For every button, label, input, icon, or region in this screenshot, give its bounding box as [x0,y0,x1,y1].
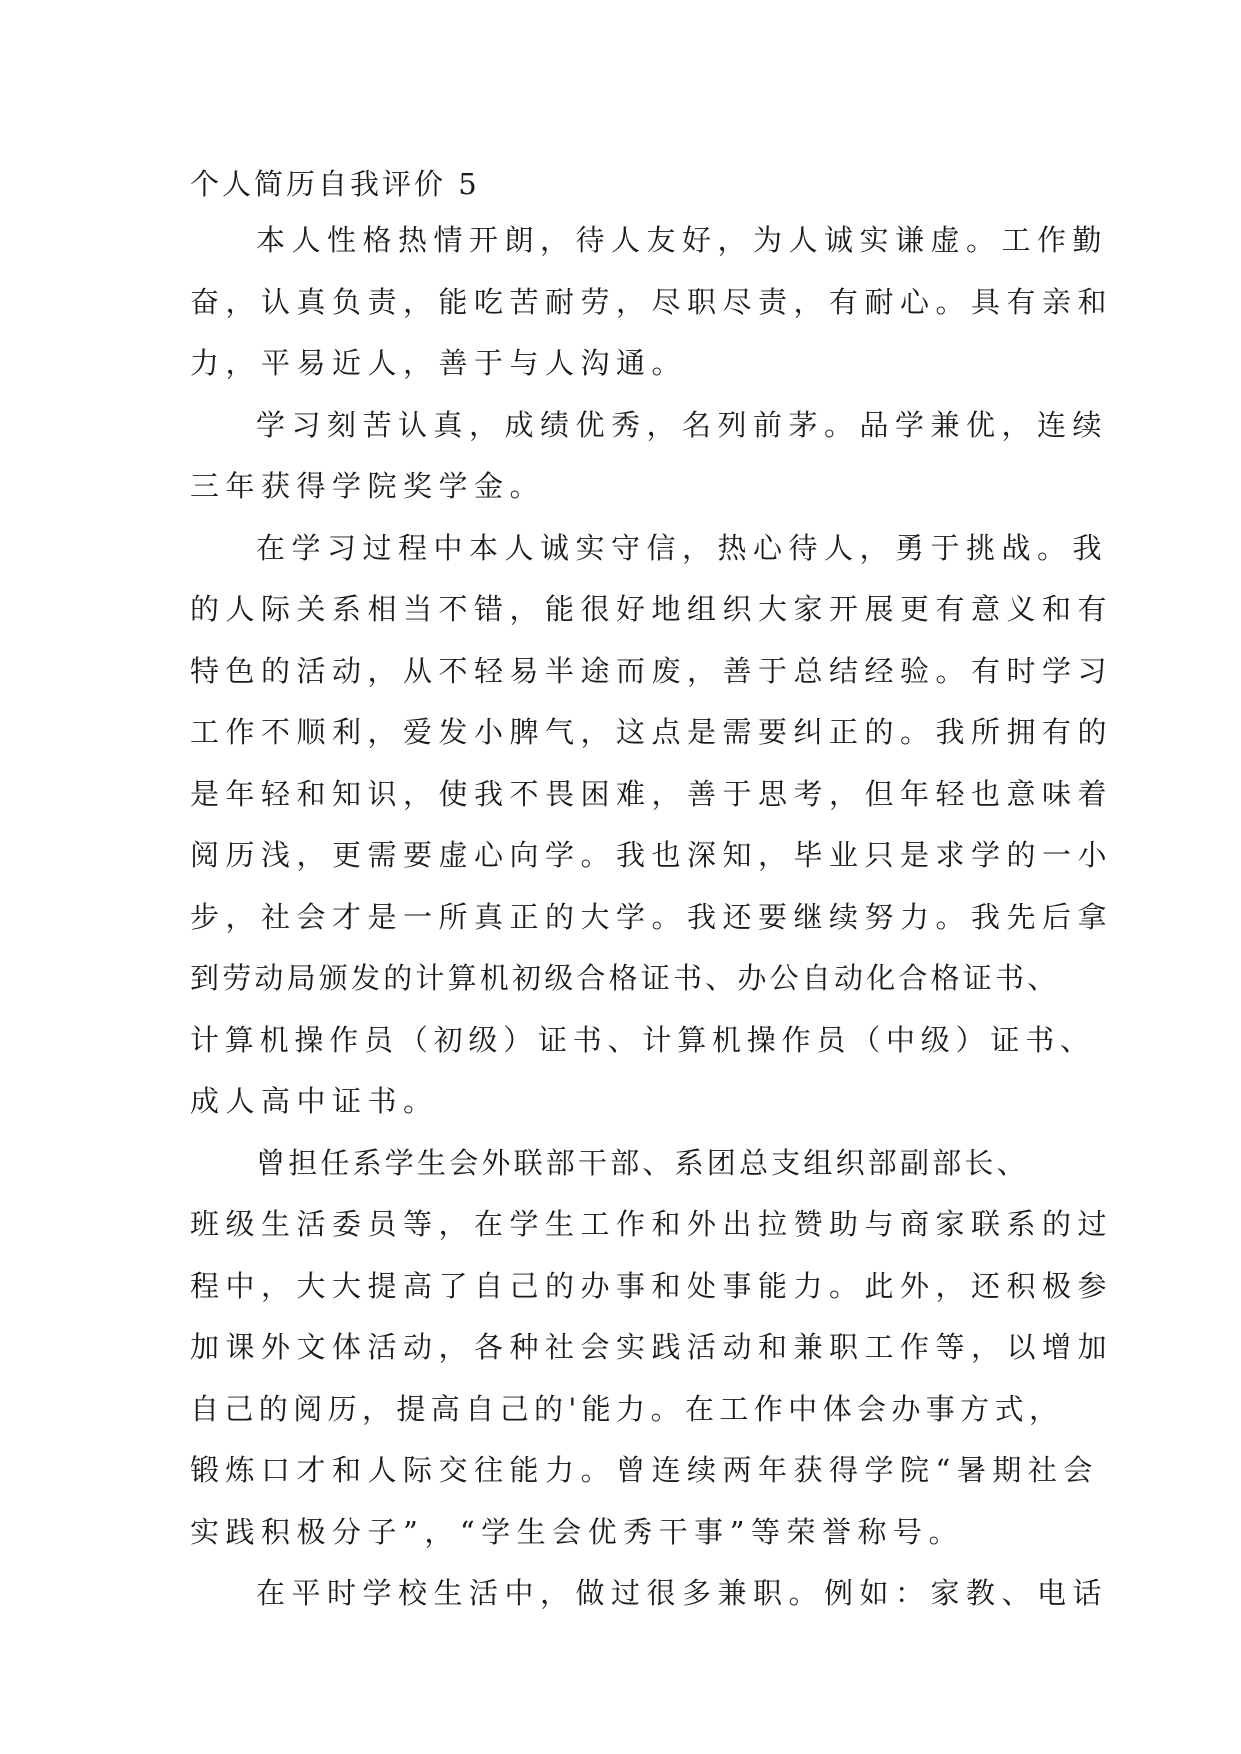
paragraph-experience [190,1133,1114,1564]
text-line: 阅历浅，更需要虚心向学。我也深知，毕业只是求学的一小 [190,838,1114,872]
text-line: 加课外文体活动，各种社会实践活动和兼职工作等，以增加 [190,1330,1114,1364]
document-title: 个人简历自我评价 5 [190,167,480,201]
text-line: 程中，大大提高了自己的办事和处事能力。此外，还积极参 [190,1268,1114,1303]
text-line: 本人性格热情开朗，待人友好，为人诚实谦虚。工作勤 [256,223,1109,257]
paragraph-part-time [190,1563,1109,1625]
text-line: 是年轻和知识，使我不畏困难，善于思考，但年轻也意味着 [190,776,1114,811]
text-line: 学习刻苦认真，成绩优秀，名列前茅。品学兼优，连续 [256,407,1109,442]
text-line: 工作不顺利，爱发小脾气，这点是需要纠正的。我所拥有的 [190,715,1114,749]
text-line: 奋，认真负责，能吃苦耐劳，尽职尽责，有耐心。具有亲和 [190,284,1114,319]
paragraph-learning-process [190,518,1114,1133]
text-line: 力，平易近人，善于与人沟通。 [190,346,688,380]
text-line: 特色的活动，从不轻易半途而废，善于总结经验。有时学习 [190,653,1114,688]
paragraph-personality [190,210,1114,395]
text-line: 实践积极分子”，“学生会优秀干事”等荣誉称号。 [190,1514,964,1549]
text-line: 曾担任系学生会外联部干部、系团总支组织部副部长、 [256,1145,1029,1180]
paragraph-study [190,395,1109,518]
text-line: 在学习过程中本人诚实守信，热心待人，勇于挑战。我 [256,530,1109,565]
document-body [190,158,1114,1625]
text-line: 成人高中证书。 [190,1084,439,1118]
text-line: 步，社会才是一所真正的大学。我还要继续努力。我先后拿 [190,899,1114,934]
text-line: 的人际关系相当不错，能很好地组织大家开展更有意义和有 [190,592,1114,626]
text-line: 班级生活委员等，在学生工作和外出拉赞助与商家联系的过 [190,1207,1114,1241]
text-line: 锻炼口才和人际交往能力。曾连续两年获得学院“暑期社会 [190,1453,1099,1487]
text-line: 自己的阅历，提高自己的'能力。在工作中体会办事方式， [190,1391,1064,1426]
text-line: 到劳动局颁发的计算机初级合格证书、办公自动化合格证书、 [190,961,1060,995]
text-line: 在平时学校生活中，做过很多兼职。例如：家教、电话 [256,1576,1109,1610]
text-line: 三年获得学院奖学金。 [190,469,546,503]
text-line: 计算机操作员（初级）证书、计算机操作员（中级）证书、 [190,1022,1095,1057]
